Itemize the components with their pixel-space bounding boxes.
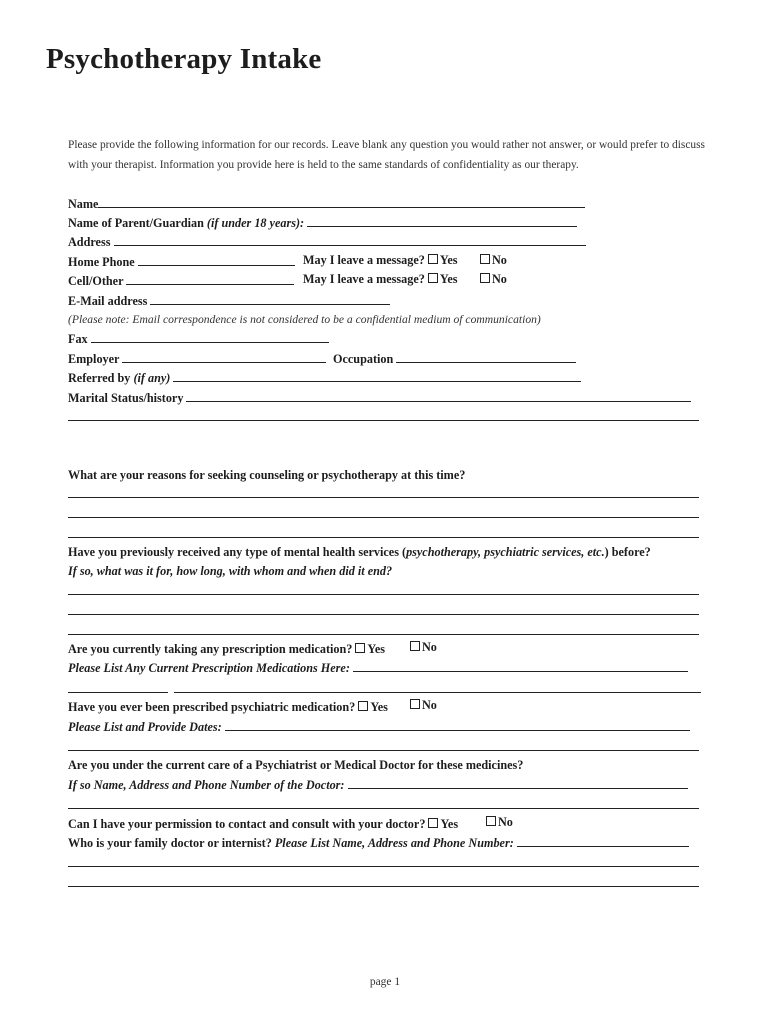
page-title: Psychotherapy Intake [46, 43, 322, 75]
permission-question [68, 815, 458, 833]
previous-services-text-a: Have you previously received any type of mental health services ( [68, 545, 407, 559]
ever-prescribed-yes-checkbox[interactable] [358, 701, 368, 711]
home-phone-row [68, 253, 295, 271]
previous-services-text-c: ) before? [604, 545, 651, 559]
address-row [68, 233, 586, 251]
referred-field[interactable] [173, 369, 581, 382]
under-care-followup-label: If so Name, Address and Phone Number of the Doctor: [68, 778, 345, 792]
occupation-label: Occupation [333, 352, 394, 366]
current-medication-question [68, 640, 385, 658]
family-doctor-row [68, 834, 689, 852]
ever-prescribed-no-label: No [422, 698, 437, 712]
answer-line[interactable] [68, 634, 699, 635]
parent-label: Name of Parent/Guardian [68, 216, 204, 230]
marital-extra-line[interactable] [68, 420, 699, 421]
address-field[interactable] [114, 233, 586, 246]
intro-paragraph: Please provide the following information for our records. Leave blank any question you would rather not answer, or would prefer to discuss with your therapist. Information you provide here is held to the same standards of confidentiality as our therapy. [68, 139, 705, 171]
name-field[interactable] [98, 195, 585, 208]
answer-line[interactable] [68, 692, 168, 693]
referred-row [68, 369, 581, 387]
cell-no-checkbox[interactable] [480, 273, 490, 283]
email-note: (Please note: Email correspondence is not considered to be a confidential medium of communication) [68, 313, 541, 326]
ever-prescribed-list-field[interactable] [225, 718, 690, 731]
cell-leave-message [303, 272, 458, 287]
home-leave-message-label: May I leave a message? [303, 253, 425, 267]
email-label: E-Mail address [68, 294, 148, 308]
answer-line[interactable] [68, 497, 699, 498]
current-medication-no-checkbox[interactable] [410, 641, 420, 651]
under-care-followup-row [68, 776, 688, 794]
permission-yes-label: Yes [440, 817, 459, 831]
employer-row [68, 350, 326, 368]
previous-services-examples: psychotherapy, psychiatric services, etc. [406, 545, 605, 559]
cell-yes-label: Yes [439, 272, 458, 286]
home-no-label: No [492, 253, 507, 267]
occupation-field[interactable] [396, 350, 576, 363]
permission-no-label: No [498, 815, 513, 829]
previous-services-followup: If so, what was it for, how long, with whom and when did it end? [68, 564, 393, 578]
referred-label: Referred by [68, 371, 131, 385]
answer-line[interactable] [68, 517, 699, 518]
employer-label: Employer [68, 352, 120, 366]
email-field[interactable] [150, 292, 390, 305]
home-yes-label: Yes [439, 253, 458, 267]
marital-field[interactable] [186, 389, 691, 402]
answer-line[interactable] [68, 808, 699, 809]
parent-row [68, 214, 577, 232]
home-leave-message [303, 253, 458, 268]
fax-label: Fax [68, 332, 88, 346]
doctor-details-field[interactable] [348, 776, 688, 789]
answer-line[interactable] [174, 692, 701, 693]
family-doctor-list-label: Please List Name, Address and Phone Number: [274, 836, 514, 850]
home-no-option [480, 253, 507, 268]
current-medication-no-label: No [422, 640, 437, 654]
ever-prescribed-yes-label: Yes [370, 700, 388, 714]
ever-prescribed-no-option [410, 698, 437, 713]
fax-field[interactable] [91, 330, 329, 343]
cell-leave-message-label: May I leave a message? [303, 272, 425, 286]
page-number: page 1 [369, 976, 401, 988]
referred-note: (if any) [133, 371, 171, 385]
fax-row [68, 330, 329, 348]
name-label: Name [68, 197, 99, 211]
home-no-checkbox[interactable] [480, 254, 490, 264]
permission-no-checkbox[interactable] [486, 816, 496, 826]
ever-prescribed-list-label: Please List and Provide Dates: [68, 720, 222, 734]
cell-no-label: No [492, 272, 507, 286]
answer-line[interactable] [68, 614, 699, 615]
permission-yes-checkbox[interactable] [428, 818, 438, 828]
parent-note: (if under 18 years): [206, 216, 305, 230]
home-phone-field[interactable] [138, 253, 295, 266]
cell-yes-checkbox[interactable] [428, 273, 438, 283]
address-label: Address [68, 235, 111, 249]
answer-line[interactable] [68, 886, 699, 887]
current-medication-list-field[interactable] [353, 659, 688, 672]
occupation-row [333, 350, 576, 367]
parent-field[interactable] [307, 214, 577, 227]
cell-field[interactable] [126, 272, 294, 285]
answer-line[interactable] [68, 594, 699, 595]
ever-prescribed-text: Have you ever been prescribed psychiatric medication? [68, 700, 356, 714]
name-row [68, 195, 585, 213]
family-doctor-question: Who is your family doctor or internist? [68, 836, 272, 850]
current-medication-text: Are you currently taking any prescription medication? [68, 642, 353, 656]
employer-field[interactable] [122, 350, 326, 363]
marital-row [68, 389, 691, 407]
reasons-question: What are your reasons for seeking counseling or psychotherapy at this time? [68, 468, 466, 482]
home-yes-checkbox[interactable] [428, 254, 438, 264]
current-medication-list-row [68, 659, 688, 677]
ever-prescribed-list-row [68, 718, 690, 736]
answer-line[interactable] [68, 537, 699, 538]
ever-prescribed-question [68, 698, 388, 716]
home-phone-label: Home Phone [68, 255, 135, 269]
answer-line[interactable] [68, 750, 699, 751]
permission-no-option [486, 815, 513, 830]
current-medication-list-label: Please List Any Current Prescription Medications Here: [68, 661, 350, 675]
answer-line[interactable] [68, 866, 699, 867]
under-care-question: Are you under the current care of a Psychiatrist or Medical Doctor for these medicines? [68, 758, 524, 772]
cell-label: Cell/Other [68, 274, 124, 288]
current-medication-yes-checkbox[interactable] [355, 643, 365, 653]
previous-services-question [68, 543, 651, 561]
ever-prescribed-no-checkbox[interactable] [410, 699, 420, 709]
permission-text: Can I have your permission to contact and consult with your doctor? [68, 817, 426, 831]
cell-row [68, 272, 294, 290]
current-medication-no-option [410, 640, 437, 655]
current-medication-yes-label: Yes [367, 642, 386, 656]
family-doctor-field[interactable] [517, 834, 689, 847]
marital-label: Marital Status/history [68, 391, 184, 405]
cell-no-option [480, 272, 507, 287]
email-row [68, 292, 390, 310]
